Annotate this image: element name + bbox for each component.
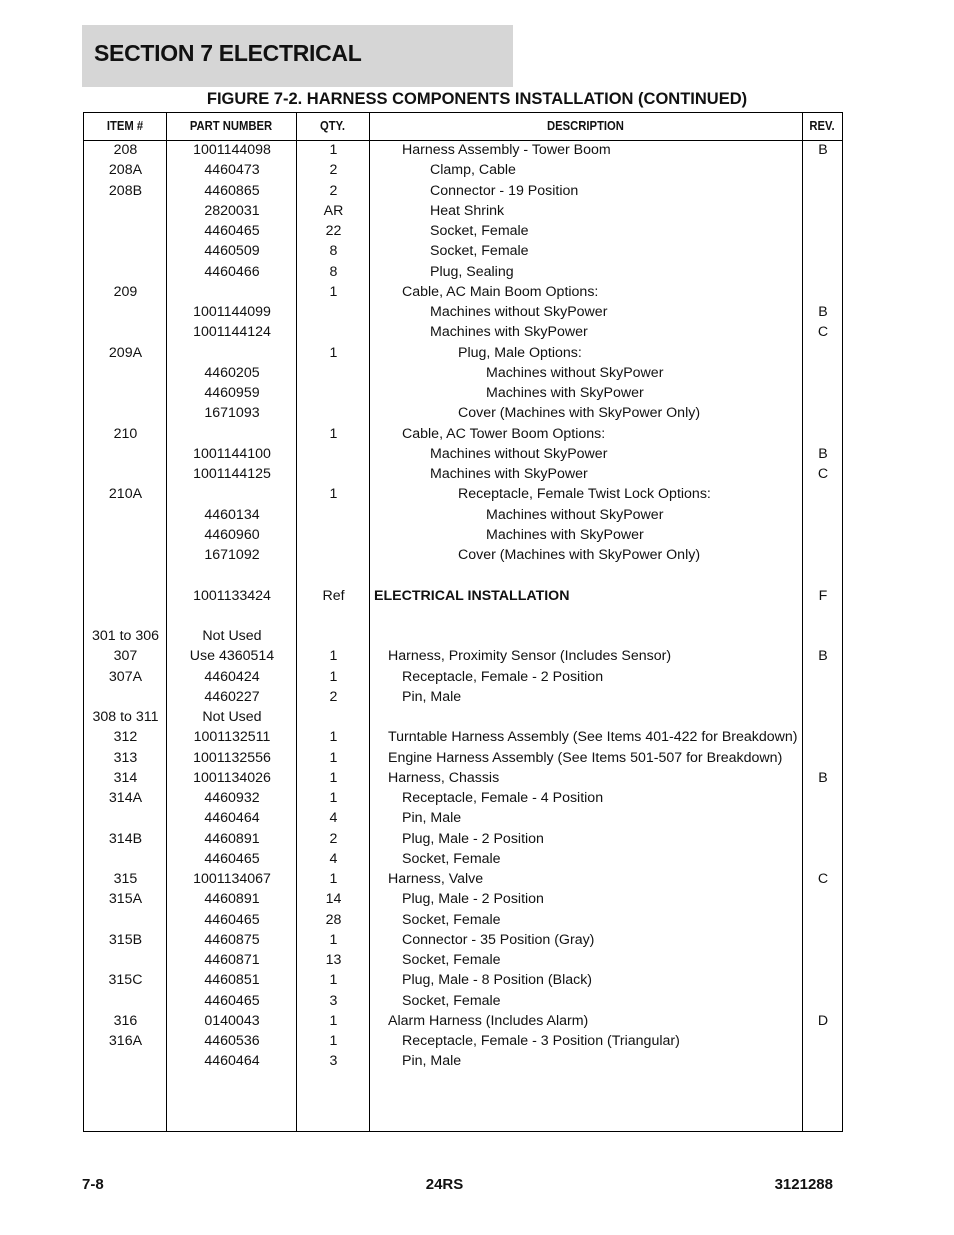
quantity: 2 <box>329 688 338 705</box>
quantity: 4 <box>329 850 338 867</box>
part-number: 1001144125 <box>193 466 271 482</box>
description: Cover (Machines with SkyPower Only) <box>458 405 701 422</box>
description: Harness, Chassis <box>388 769 500 786</box>
quantity: 1 <box>329 769 338 786</box>
quantity: 1 <box>329 668 338 685</box>
revision: B <box>818 142 828 158</box>
quantity: 1 <box>329 931 338 948</box>
table-row <box>84 566 844 586</box>
revision: B <box>818 648 828 665</box>
part-number: 4460464 <box>204 810 260 827</box>
quantity: 1 <box>329 283 338 300</box>
part-number: 4460205 <box>204 364 260 381</box>
description: Engine Harness Assembly (See Items 501-507 for Breakdown) <box>388 749 783 766</box>
item-number: 314 <box>113 769 138 786</box>
table-row <box>84 668 844 688</box>
description: Machines without SkyPower <box>486 364 664 381</box>
table-row <box>84 809 844 829</box>
part-number: 4460871 <box>204 952 260 968</box>
description: Receptacle, Female - 3 Position (Triangular) <box>402 1033 680 1049</box>
quantity: 1 <box>329 486 338 503</box>
part-number: 4460464 <box>204 1053 260 1070</box>
description: Machines with SkyPower <box>430 324 588 341</box>
part-number: 4460466 <box>204 263 260 280</box>
part-number: 1671092 <box>204 547 260 563</box>
table-row <box>84 303 844 323</box>
quantity: 8 <box>329 243 338 260</box>
description: Alarm Harness (Includes Alarm) <box>388 1012 589 1029</box>
table-row <box>84 769 844 789</box>
part-number: 4460932 <box>204 790 260 806</box>
quantity: 1 <box>329 648 338 665</box>
table-row <box>84 182 844 202</box>
table-row <box>84 870 844 890</box>
table-row <box>84 202 844 222</box>
quantity: Ref <box>322 587 345 604</box>
item-number: 313 <box>113 749 138 766</box>
part-number: 1671093 <box>204 405 260 422</box>
description: Connector - 19 Position <box>430 182 579 199</box>
page-number: 7-8 <box>82 1176 104 1193</box>
parts-table <box>83 112 843 1132</box>
part-number: 1001144098 <box>193 142 271 158</box>
description: Receptacle, Female Twist Lock Options: <box>458 486 711 503</box>
part-number: 4460891 <box>204 891 260 908</box>
item-number: 315C <box>108 972 143 989</box>
item-number: 301 to 306 <box>91 628 160 644</box>
item-number: 209A <box>108 344 143 361</box>
table-row <box>84 506 844 526</box>
revision: C <box>817 324 829 341</box>
description: Receptacle, Female - 4 Position <box>402 790 604 806</box>
table-row <box>84 1052 844 1072</box>
description: Harness Assembly - Tower Boom <box>402 142 611 158</box>
table-row <box>84 445 844 465</box>
description: Machines with SkyPower <box>486 385 644 401</box>
table-row <box>84 830 844 850</box>
table-row <box>84 749 844 769</box>
quantity: 1 <box>329 749 338 766</box>
item-number: 308 to 311 <box>92 709 159 725</box>
description: Plug, Male Options: <box>458 344 582 361</box>
part-number: 1001144099 <box>193 304 271 320</box>
quantity: 22 <box>325 223 342 239</box>
part-number: 1001134067 <box>193 871 271 887</box>
description: Plug, Male - 2 Position <box>402 830 544 847</box>
table-row <box>84 485 844 505</box>
quantity: 1 <box>329 790 338 806</box>
part-number: Use 4360514 <box>189 648 275 665</box>
table-row <box>84 384 844 404</box>
quantity: 1 <box>329 1012 338 1029</box>
part-number: 4460875 <box>204 931 260 948</box>
header-item: ITEM # <box>106 119 144 133</box>
revision: D <box>817 1012 829 1029</box>
table-body <box>84 141 844 1073</box>
part-number: 4460465 <box>204 911 260 928</box>
description: Plug, Male - 8 Position (Black) <box>402 972 593 989</box>
header-rev: REV. <box>809 119 835 133</box>
quantity: 1 <box>329 142 338 158</box>
quantity: 1 <box>329 871 338 887</box>
part-number: 2820031 <box>204 202 260 219</box>
part-number: 1001144124 <box>193 324 271 341</box>
description: Socket, Female <box>402 911 501 928</box>
description: Socket, Female <box>430 223 529 239</box>
description: Pin, Male <box>402 810 462 827</box>
description: Cable, AC Tower Boom Options: <box>402 425 606 442</box>
header-part-number: PART NUMBER <box>189 119 273 133</box>
table-row <box>84 708 844 728</box>
table-row <box>84 1012 844 1032</box>
part-number: 4460851 <box>204 972 260 989</box>
table-row <box>84 323 844 343</box>
table-row <box>84 728 844 748</box>
description: Clamp, Cable <box>430 162 516 179</box>
part-number: 4460960 <box>204 526 260 543</box>
header-description: DESCRIPTION <box>547 119 624 133</box>
revision: B <box>818 445 828 462</box>
part-number: 1001132511 <box>193 729 271 746</box>
description: Machines with SkyPower <box>430 466 588 482</box>
item-number: 316A <box>108 1033 143 1049</box>
quantity: 2 <box>329 182 338 199</box>
part-number: 1001144100 <box>193 445 271 462</box>
description: Machines without SkyPower <box>430 304 608 320</box>
item-number: 314A <box>108 790 143 806</box>
item-number: 315B <box>108 931 143 948</box>
table-row <box>84 607 844 627</box>
part-number: 4460134 <box>204 506 260 523</box>
table-row <box>84 911 844 931</box>
item-number: 210A <box>108 486 143 503</box>
table-row <box>84 344 844 364</box>
quantity: 3 <box>329 992 338 1009</box>
description: Cover (Machines with SkyPower Only) <box>458 547 701 563</box>
description: Pin, Male <box>402 688 462 705</box>
revision: B <box>818 304 828 320</box>
description: Cable, AC Main Boom Options: <box>402 283 599 300</box>
item-number: 314B <box>108 830 143 847</box>
part-number: 4460536 <box>204 1033 260 1049</box>
part-number: Not Used <box>202 709 262 725</box>
revision: B <box>818 769 828 786</box>
item-number: 315A <box>108 891 143 908</box>
part-number: 4460465 <box>204 992 260 1009</box>
model-number: 24RS <box>425 1176 464 1193</box>
item-number: 210 <box>113 425 138 442</box>
description: Socket, Female <box>430 243 529 260</box>
table-row <box>84 161 844 181</box>
quantity: 28 <box>325 911 342 928</box>
part-number: 1001134026 <box>193 769 271 786</box>
description: Plug, Male - 2 Position <box>402 891 544 908</box>
quantity: 13 <box>325 952 342 968</box>
manual-number: 3121288 <box>774 1176 833 1193</box>
table-row <box>84 587 844 607</box>
table-row <box>84 971 844 991</box>
item-number: 312 <box>113 729 138 746</box>
table-row <box>84 465 844 485</box>
quantity: 14 <box>325 891 342 908</box>
item-number: 315 <box>113 871 138 887</box>
quantity: 1 <box>329 344 338 361</box>
table-row <box>84 364 844 384</box>
description: Harness, Valve <box>388 871 484 887</box>
part-number: 1001132556 <box>193 749 271 766</box>
description: Harness, Proximity Sensor (Includes Sensor) <box>388 648 672 665</box>
part-number: 4460509 <box>204 243 260 260</box>
revision: C <box>817 871 829 887</box>
quantity: 8 <box>329 263 338 280</box>
quantity: 2 <box>329 162 338 179</box>
quantity: 3 <box>329 1053 338 1070</box>
part-number: 4460465 <box>204 223 260 239</box>
figure-title: FIGURE 7-2. HARNESS COMPONENTS INSTALLATION (CONTINUED) <box>206 90 748 108</box>
section-title: SECTION 7 ELECTRICAL <box>94 40 362 66</box>
part-number: Not Used <box>202 628 262 644</box>
description: Pin, Male <box>402 1053 462 1070</box>
header-qty: QTY. <box>319 119 346 133</box>
quantity: 1 <box>329 729 338 746</box>
item-number: 307 <box>113 648 138 665</box>
item-number: 208 <box>113 142 138 158</box>
description: Turntable Harness Assembly (See Items 401-422 for Breakdown) <box>388 729 798 746</box>
table-row <box>84 992 844 1012</box>
description: Socket, Female <box>402 952 501 968</box>
description: Heat Shrink <box>430 202 505 219</box>
quantity: 4 <box>329 810 338 827</box>
part-number: 4460959 <box>204 385 260 401</box>
table-row <box>84 242 844 262</box>
item-number: 208B <box>108 182 143 199</box>
table-row <box>84 850 844 870</box>
description: Machines without SkyPower <box>430 445 608 462</box>
table-row <box>84 222 844 242</box>
quantity: 1 <box>329 425 338 442</box>
table-row <box>84 404 844 424</box>
table-row <box>84 951 844 971</box>
table-row <box>84 263 844 283</box>
description: Plug, Sealing <box>430 263 514 280</box>
description: Connector - 35 Position (Gray) <box>402 931 595 948</box>
description: Machines without SkyPower <box>486 506 664 523</box>
table-row <box>84 1032 844 1052</box>
table-row <box>84 141 844 161</box>
table-row <box>84 931 844 951</box>
description: Machines with SkyPower <box>486 526 644 543</box>
quantity: 1 <box>329 1033 338 1049</box>
table-row <box>84 688 844 708</box>
table-row <box>84 546 844 566</box>
table-row <box>84 283 844 303</box>
description: ELECTRICAL INSTALLATION <box>374 587 570 604</box>
part-number: 1001133424 <box>193 587 271 604</box>
table-row <box>84 890 844 910</box>
item-number: 316 <box>113 1012 138 1029</box>
part-number: 4460465 <box>204 850 260 867</box>
item-number: 208A <box>108 162 143 179</box>
revision: F <box>818 587 828 604</box>
quantity: 1 <box>329 972 338 989</box>
part-number: 0140043 <box>204 1012 260 1029</box>
description: Socket, Female <box>402 850 501 867</box>
table-row <box>84 425 844 445</box>
description: Socket, Female <box>402 992 501 1009</box>
part-number: 4460424 <box>204 668 260 685</box>
part-number: 4460227 <box>204 688 260 705</box>
item-number: 307A <box>108 668 143 685</box>
part-number: 4460473 <box>204 162 260 179</box>
description: Receptacle, Female - 2 Position <box>402 668 604 685</box>
quantity: 2 <box>329 830 338 847</box>
table-row <box>84 526 844 546</box>
item-number: 209 <box>113 283 138 300</box>
table-row <box>84 789 844 809</box>
part-number: 4460865 <box>204 182 260 199</box>
part-number: 4460891 <box>204 830 260 847</box>
revision: C <box>817 466 829 482</box>
table-row <box>84 627 844 647</box>
table-row <box>84 647 844 667</box>
quantity: AR <box>323 202 344 219</box>
